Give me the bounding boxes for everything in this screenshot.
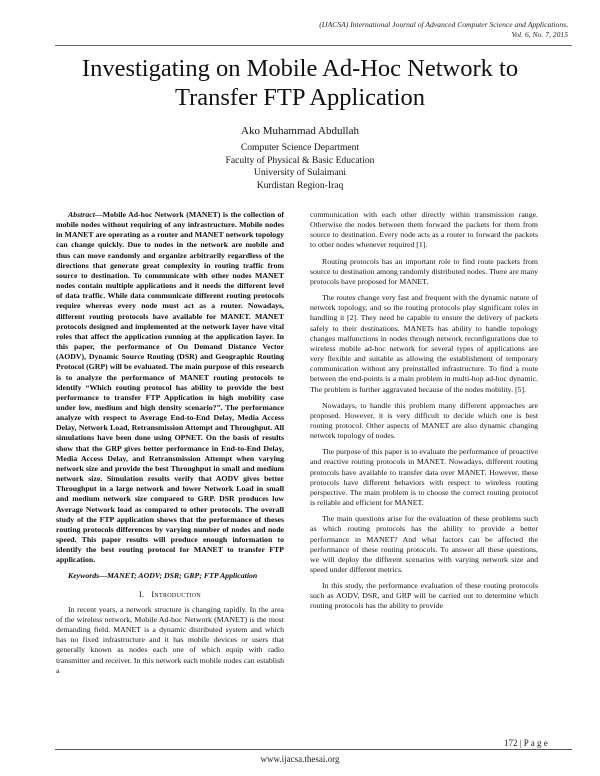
body-paragraph-1: communication with each other directly within transmission range. Otherwise the nodes between them forward the packets for them from source to destination. Every node acts as a router to forward the packets to other nodes whenever required [1]. — [310, 210, 538, 250]
title-line-2: Transfer FTP Application — [175, 84, 425, 111]
body-paragraph-3: The routes change very fast and frequent with the dynamic nature of network topology, and so the routing protocols play significant roles in handling it [2]. They need be capable to ensure the delivery of packets safely to their destinations. MANETs has ability to handle topology changes malfunctions in nodes through network reconfigurations due to wireless mobile ad-hoc network for several types of applications are very flexible and suitable as allowing the establishment of temporary communication without any preinstalled infrastructure. To find a route between the end-points is a main problem in multi-hop ad-hoc dynamic. The problem is further aggravated because of the nodes mobility. [5]. — [310, 293, 538, 394]
abstract — [56, 210, 284, 565]
paper-title — [40, 54, 560, 112]
intro-paragraph-1: In recent years, a network structure is changing rapidly. In the area of the wireless network, Mobile Ad-hoc Network (MANET) is the most demanding field. MANET is a dynamic distributed system and which has no fixed infrastructure and it has mobile devices or users that generally known as nodes each one of which equip with radio transmitter and receiver. In this network each mobile nodes can establish a — [56, 604, 284, 675]
body-paragraph-6: The main questions arise for the evaluation of these problems such as which routing protocols has the ability to provide a better performance in MANET? And what factors can be affected the performance of these routing protocols. To answer all these questions, we will deploy the different scenarios with varying network size and speed under different metrics. — [310, 514, 538, 574]
footer-rule — [55, 749, 572, 750]
header-rule — [55, 45, 572, 46]
body-paragraph-5: The purpose of this paper is to evaluate the performance of proactive and reactive routing protocols in MANET. Nowadays, different routing protocols have available to transfer data over MANET. However, these protocols have different behaviors with respect to wireless routing perspective. The main problem is to choose the correct routing protocol is reliable and efficient for MANET. — [310, 447, 538, 508]
author-block — [150, 124, 450, 192]
affiliation-university: University of Sulaimani — [253, 167, 347, 178]
affiliation-faculty: Faculty of Physical & Basic Education — [225, 154, 375, 166]
body-paragraph-2: Routing protocols has an important role to find route packets from source to destination among randomly distributed nodes. There are many protocols have proposed for MANET. — [310, 256, 538, 286]
page-number: 172 | P a g e — [504, 738, 548, 748]
journal-header — [208, 20, 568, 40]
abstract-text: —Mobile Ad-hoc Network (MANET) is the collection of mobile nodes without requiring of any infrastructure. Mobile nodes in MANET are operating as a router and MANET network topology can change quickly. Due to nodes in the network are mobile and thus can move randomly and organize arbitrarily regardless of the directions that generate great complexity in routing traffic from source to destination. To communicate with other nodes MANET nodes contain multiple applications and it needs the different level of data traffic. While data communicate different routing protocols require whereas every node must act as a router. Nowadays, different routing protocols have available for MANET. MANET protocols designed and implemented at the network layer have vital roles that affect the application running at the application layer. In this paper, the performance of On Demand Distance Vector (AODV), Dynamic Source Routing (DSR) and Geographic Routing Protocol (GRP) will be evaluated. The main purpose of this research is to analyze the performance of MANET routing protocols to identify “Which routing protocol has ability to provide the best performance to transfer FTP Application in high mobility case under low, medium and high density scenario?”. The performance analyze with respect to Average End-to-End Delay, Media Access Delay, Network Load, Retransmission Attempt and Throughput. All simulations have been done using OPNET. On the basis of results show that the GRP gives better performance in End-to-End Delay, Media Access Delay, and Retransmission Attempt when varying network size and provide the best Throughput in small and medium network size. Simulation results verify that AODV gives better Throughput in a large network and lower Network Load in small and medium network size compared to GRP. DSR produces low Average Network load as compared to other protocols. The overall study of the FTP application shows that the performance of theses routing protocols differences by varying number of nodes and node speed. This paper results will produce enough information to identify the best routing protocol for MANET to transfer FTP application. — [56, 210, 284, 565]
section-heading-introduction — [56, 590, 284, 600]
affiliation-department: Computer Science Department — [240, 142, 360, 153]
body-paragraph-4: Nowadays, to handle this problem many different approaches are proposed. However, it is very difficult to decide which one is best routing protocol. Other aspects of MANET are also dynamic changing network topology of nodes. — [310, 400, 538, 441]
right-column — [310, 210, 538, 618]
affiliation-region: Kurdistan Region-Iraq — [256, 179, 344, 191]
section-title: Introduction — [151, 589, 202, 599]
title-line-1: Investigating on Mobile Ad-Hoc Network to — [81, 55, 519, 82]
body-paragraph-7: In this study, the performance evaluation of these routing protocols such as AODV, DSR, and GRP will be carried out to determine which routing protocols has the ability to provide — [310, 581, 538, 611]
abstract-label: Abstract — [68, 210, 95, 219]
journal-volume: Vol. 6, No. 7, 2015 — [511, 30, 568, 39]
footer-url-link[interactable]: www.ijacsa.thesai.org — [260, 754, 340, 764]
section-number: I. — [138, 589, 145, 599]
journal-name: (IJACSA) International Journal of Advanced Computer Science and Applications, — [319, 20, 568, 29]
left-column — [56, 210, 284, 676]
keywords: Keywords—MANET; AODV; DSR; GRP; FTP Application — [68, 571, 258, 581]
author-name: Ako Muhammad Abdullah — [241, 125, 359, 137]
